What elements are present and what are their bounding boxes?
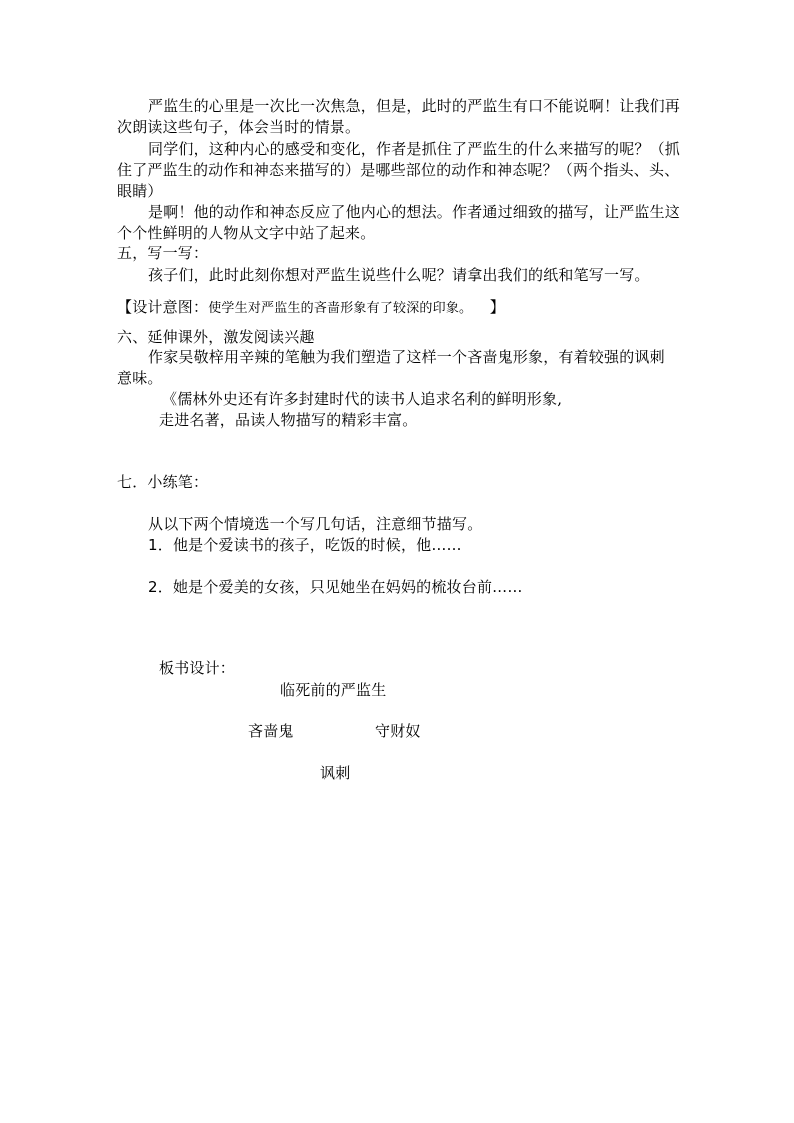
design-intent (117, 297, 505, 319)
section-6-line-4: 走进名著，品读人物描写的精彩丰富。 (159, 411, 418, 429)
paragraph-2-line-2: 住了严监生的动作和神态来描写的）是哪些部位的动作和神态呢？（两个指头、头、 (117, 161, 680, 179)
section-7-item-2: 2．她是个爱美的女孩，只见她坐在妈妈的梳妆台前…… (148, 578, 523, 596)
paragraph-2-line-3: 眼睛） (117, 182, 163, 200)
board-right-term: 守财奴 (375, 722, 421, 740)
section-7-heading: 七．小练笔： (117, 473, 209, 491)
design-intent-label: 设计意图： (132, 298, 209, 316)
section-5-text: 孩子们，此时此刻你想对严监生说些什么呢？请拿出我们的纸和笔写一写。 (148, 266, 650, 284)
paragraph-3-line-1: 是啊！他的动作和神态反应了他内心的想法。作者通过细致的描写，让严监生这 (148, 203, 681, 221)
board-design-label: 板书设计： (159, 659, 236, 677)
design-intent-close-bracket: 】 (489, 298, 505, 316)
section-6-line-3: 《儒林外史还有许多封建时代的读书人追求名利的鲜明形象, (162, 390, 563, 408)
board-title: 临死前的严监生 (280, 681, 387, 699)
section-7-item-1: 1．他是个爱读书的孩子，吃饭的时候，他…… (148, 536, 462, 554)
section-6-line-1: 作家吴敬梓用辛辣的笔触为我们塑造了这样一个吝啬鬼形象，有着较强的讽刺 (148, 348, 665, 366)
board-left-term: 吝啬鬼 (248, 722, 294, 740)
paragraph-1-line-1: 严监生的心里是一次比一次焦急，但是，此时的严监生有口不能说啊！让我们再 (148, 97, 681, 115)
paragraph-1-line-2: 次朗读这些句子，体会当时的情景。 (117, 118, 361, 136)
paragraph-3-line-2: 个个性鲜明的人物从文字中站了起来。 (117, 224, 376, 242)
section-5-heading: 五，写一写： (117, 244, 209, 262)
design-intent-open-bracket: 【 (117, 298, 133, 316)
paragraph-2-line-1: 同学们，这种内心的感受和变化，作者是抓住了严监生的什么来描写的呢？（抓 (148, 140, 681, 158)
design-intent-text: 使学生对严监生的吝啬形象有了较深的印象。 (208, 301, 466, 316)
section-6-line-2: 意味。 (117, 369, 163, 387)
board-bottom-term: 讽刺 (320, 764, 351, 782)
section-6-heading: 六、延伸课外，激发阅读兴趣 (117, 328, 315, 346)
section-7-intro: 从以下两个情境选一个写几句话，注意细节描写。 (148, 515, 483, 533)
